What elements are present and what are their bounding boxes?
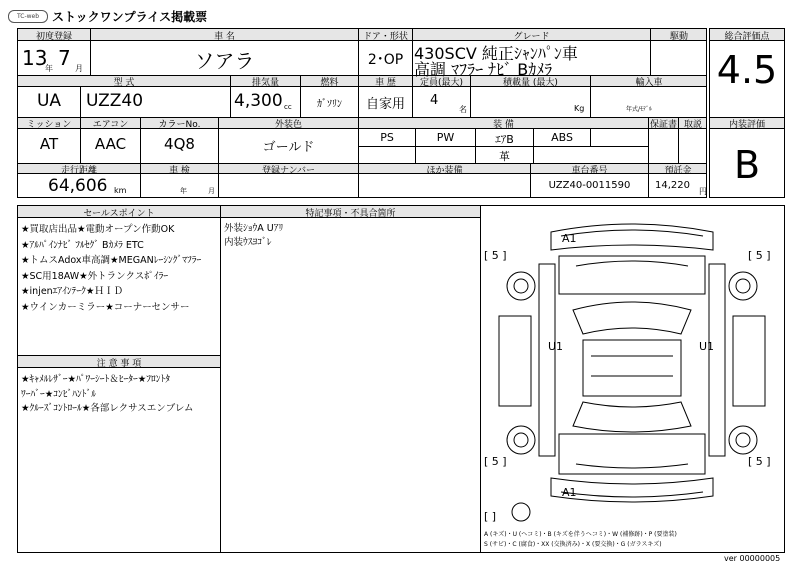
tire-rear-right: [ 5 ] [748, 455, 771, 468]
damage-mark-left: U1 [548, 340, 564, 353]
mission-value: AT [39, 135, 59, 153]
label-usage: 車 歴 [375, 78, 396, 88]
sales-point: ★ウインカーミラー★コーナーセンサー [21, 301, 190, 313]
mileage-value: 64,606 [48, 176, 108, 196]
label-deposit: 預託金 [664, 166, 692, 176]
label-other-equipment: ほか装備 [426, 166, 463, 176]
reg-month-unit: 月 [75, 64, 83, 73]
door-shape: 2･OP [367, 52, 404, 68]
label-model: 型 式 [113, 78, 135, 88]
label-import: 輸入車 [635, 78, 663, 88]
label-overall: 総合評価点 [724, 32, 770, 42]
damage-mark-rear: A1 [562, 486, 577, 499]
grade-line-2: 高調 ﾏﾌﾗｰ ﾅﾋﾞ Bｶﾒﾗ [414, 60, 553, 79]
label-load: 積載量 (最大) [503, 78, 558, 88]
reg-year-unit: 年 [45, 64, 53, 73]
damage-mark-front: A1 [562, 232, 577, 245]
equip-leather: 革 [499, 150, 510, 163]
caution-item: ★ｸﾙｰｽﾞｺﾝﾄﾛｰﾙ★各部レクサスエンブレム [21, 403, 194, 414]
sales-points-list [21, 222, 201, 315]
capacity-value: 4 [430, 93, 439, 108]
equip-airbag: ｴｱB [495, 133, 514, 146]
label-reg-number: 登録ナンバー [262, 166, 315, 176]
label-color: カラーNo. [158, 120, 201, 130]
capacity-unit: 名 [459, 105, 467, 114]
damage-legend-1: A (キズ)・U (ヘコミ)・B (キズを伴うヘコミ)・W (補修跡)・P (要塗装) [484, 531, 677, 538]
load-unit: Kg [574, 104, 585, 113]
label-mileage: 走行距離 [60, 166, 97, 176]
equip-ps: PS [380, 131, 394, 144]
note-item: 外装ｼｮｳA Uｱﾘ [224, 223, 284, 234]
sales-point: ★買取店出品★電動オープン作動OK [21, 224, 175, 235]
mileage-unit: km [114, 186, 127, 195]
damage-legend-2: S (サビ)・C (腐食)・XX (交換済み)・X (要交換)・G (ガラスキズ) [484, 541, 662, 548]
label-exterior: 外装色 [274, 120, 302, 130]
label-fuel: 燃料 [320, 78, 339, 88]
sales-point: ★injenｴｱｲﾝﾃｰｸ★ＨＩＤ [21, 286, 123, 297]
car-name: ソアラ [194, 49, 255, 73]
tire-spare: [ ] [484, 510, 497, 523]
chassis-number: UZZ40-0011590 [548, 180, 631, 191]
grade-line-1: 430SCV 純正ｼｬﾝﾊﾟﾝ車 [414, 44, 578, 63]
displacement-value: 4,300 [234, 91, 283, 111]
reg-year: 13 [22, 46, 48, 70]
inspection-year: 年 [180, 187, 187, 195]
caution-item: ★ｷｬﾒﾙﾚｻﾞｰ★ﾊﾟﾜｰｼｰﾄ＆ﾋｰﾀｰ★ﾌﾛﾝﾄﾀ [21, 374, 171, 385]
label-drive: 駆動 [669, 32, 688, 42]
label-sales-points: セールスポイント [83, 209, 155, 219]
label-interior-eval: 内装評価 [728, 120, 765, 130]
logo: TC-web [8, 10, 48, 23]
equip-pw: PW [436, 131, 455, 144]
caution-item: ﾜｰﾊﾞｰ★ｺﾝﾋﾞﾊﾝﾄﾞﾙ [21, 388, 97, 400]
label-manual: 取説 [683, 120, 702, 130]
label-door: ドア・形状 [363, 32, 408, 42]
label-grade: グレード [513, 32, 550, 42]
sales-point: ★SC用18AW★外トランクスﾎﾟｲﾗｰ [21, 270, 169, 282]
label-equipment: 装 備 [493, 120, 514, 130]
label-mission: ミッション [26, 120, 72, 130]
notes-list [224, 222, 283, 250]
overall-score: 4.5 [716, 48, 778, 92]
tire-rear-left: [ 5 ] [484, 455, 507, 468]
version: ver 00000005 [724, 554, 781, 563]
form-title: ストックワンプライス掲載票 [52, 10, 208, 24]
sales-point: ★トムスAdox車高調★MEGANﾚｰｼﾝｸﾞﾏﾌﾗｰ [21, 255, 202, 266]
cautions-list [21, 373, 193, 417]
import-year-model: 年式/ﾓﾃﾞﾙ [626, 106, 653, 113]
model-prefix: UA [36, 91, 62, 111]
label-chassis: 車台番号 [571, 166, 608, 176]
deposit-unit: 円 [699, 187, 707, 196]
label-first-reg: 初度登録 [35, 32, 72, 42]
note-item: 内装ｳｽﾖｺﾞﾚ [224, 237, 272, 248]
sales-point: ★ｱﾙﾊﾟｲﾝﾅﾋﾞ ﾌﾙｾｸﾞ Bｶﾒﾗ ETC [21, 239, 144, 251]
aircon-value: AAC [94, 135, 127, 153]
damage-mark-right: U1 [699, 340, 715, 353]
label-notes: 特記事項・不具合箇所 [305, 209, 396, 219]
exterior-color: ゴールド [262, 140, 315, 155]
label-capacity: 定員(最大) [419, 78, 464, 88]
deposit-value: 14,220 [655, 180, 690, 191]
tire-front-left: [ 5 ] [484, 249, 507, 262]
equip-abs: ABS [551, 131, 573, 144]
tire-front-right: [ 5 ] [748, 249, 771, 262]
label-aircon: エアコン [92, 120, 129, 130]
label-car-name: 車 名 [214, 32, 235, 42]
label-inspection: 車 検 [169, 166, 190, 176]
interior-score: B [733, 143, 761, 187]
color-no: 4Q8 [164, 135, 195, 153]
usage-type: 自家用 [365, 97, 405, 112]
inspection-month: 月 [208, 187, 215, 195]
displacement-unit: cc [284, 103, 292, 111]
car-damage-diagram [481, 206, 784, 552]
fuel-type: ｶﾞｿﾘﾝ [317, 99, 342, 110]
model-code: UZZ40 [86, 91, 144, 111]
label-displacement: 排気量 [251, 78, 279, 88]
label-cautions: 注 意 事 項 [96, 359, 142, 369]
reg-month: 7 [58, 46, 71, 70]
label-warranty: 保証書 [649, 120, 677, 130]
